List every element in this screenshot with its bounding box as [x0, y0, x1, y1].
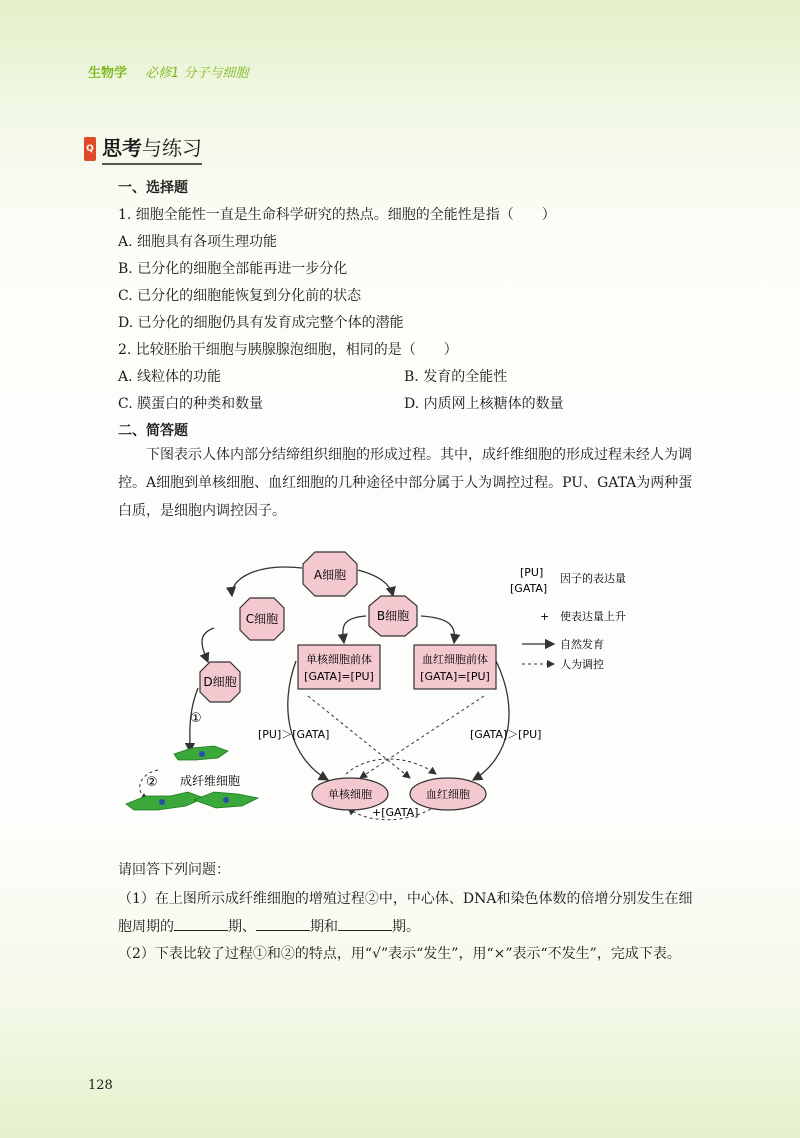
question-1-sep-3: 期。 — [392, 919, 420, 935]
cell-b-label: B细胞 — [376, 609, 410, 623]
q1-option-b: B. 已分化的细胞全部能再进一步分化 — [118, 261, 348, 277]
q2-option-c: C. 膜蛋白的种类和数量 — [118, 396, 264, 412]
step-1-marker: ① — [190, 711, 202, 726]
legend-factor-gata: [GATA] — [510, 582, 548, 595]
cell-a-label: A细胞 — [313, 568, 347, 582]
monocyte-precursor-label: 单核细胞前体 — [306, 653, 372, 666]
cell-d-label: D细胞 — [203, 675, 237, 689]
rbc-precursor-ratio: [GATA]=[PU] — [420, 670, 490, 683]
cell-differentiation-diagram — [118, 548, 658, 838]
book-subtitle: 必修1 分子与细胞 — [145, 66, 249, 81]
step-2-marker: ② — [146, 775, 158, 790]
page-number: 128 — [88, 1078, 113, 1093]
q1-option-d: D. 已分化的细胞仍具有发育成完整个体的潜能 — [118, 315, 404, 331]
legend-natural: 自然发育 — [560, 638, 604, 651]
pu-gt-gata-label: [PU]＞[GATA] — [258, 728, 330, 741]
question-1-sep-1: 期、 — [228, 919, 256, 935]
diagram-legend — [510, 566, 626, 671]
section-heading-rest: 与练习 — [142, 136, 202, 160]
legend-plus: + — [540, 610, 550, 623]
monocyte-precursor-ratio: [GATA]=[PU] — [304, 670, 374, 683]
section-heading-bold: 思考 — [102, 136, 142, 160]
q1-stem: 1. 细胞全能性一直是生命科学研究的热点。细胞的全能性是指（ ） — [118, 207, 556, 223]
answer-blank-2[interactable] — [256, 916, 310, 931]
part1-heading: 一、选择题 — [118, 180, 188, 196]
monocyte-label: 单核细胞 — [328, 788, 372, 801]
answer-blank-3[interactable] — [338, 916, 392, 931]
question-icon: Q — [84, 137, 96, 161]
section-heading — [102, 132, 202, 165]
question-2: （2）下表比较了过程①和②的特点，用“√”表示“发生”，用“×”表示“不发生”，完成下表。 — [118, 946, 681, 962]
q2-stem: 2. 比较胚胎干细胞与胰腺腺泡细胞，相同的是（ ） — [118, 342, 458, 358]
cell-c-label: C细胞 — [245, 612, 279, 626]
legend-artificial: 人为调控 — [560, 658, 604, 671]
q2-option-d: D. 内质网上核糖体的数量 — [404, 396, 564, 412]
part2-heading: 二、简答题 — [118, 423, 188, 439]
red-blood-cell-label: 血红细胞 — [426, 788, 470, 801]
plus-gata-label: +[GATA] — [372, 806, 419, 819]
questions-prompt: 请回答下列问题： — [118, 862, 230, 878]
q2-option-a: A. 线粒体的功能 — [118, 369, 222, 385]
running-header — [88, 62, 248, 81]
legend-factor-desc: 因子的表达量 — [560, 572, 626, 585]
question-1-sep-2: 期和 — [310, 919, 338, 935]
question-1 — [118, 885, 693, 941]
answer-blank-1[interactable] — [174, 916, 228, 931]
question-1-text: （1）在上图所示成纤维细胞的增殖过程②中，中心体、DNA和染色体数的倍增分别发生在细胞周期的 — [118, 891, 693, 935]
rbc-precursor-label: 血红细胞前体 — [422, 653, 488, 666]
gata-gt-pu-label: [GATA]＞[PU] — [470, 728, 542, 741]
legend-plus-desc: 使表达量上升 — [560, 610, 626, 623]
legend-factor-pu: [PU] — [520, 566, 544, 579]
fibroblast-label: 成纤维细胞 — [180, 774, 241, 788]
q1-option-a: A. 细胞具有各项生理功能 — [118, 234, 278, 250]
part2-intro: 下图表示人体内部分结缔组织细胞的形成过程。其中，成纤维细胞的形成过程未经人为调控。A细胞到单核细胞、血红细胞的几种途径中部分属于人为调控过程。PU、GATA为两种蛋白质，是细胞内调控因子。 — [118, 447, 693, 519]
section-title — [84, 132, 202, 165]
q1-option-c: C. 已分化的细胞能恢复到分化前的状态 — [118, 288, 362, 304]
book-title: 生物学 — [88, 66, 128, 81]
q2-option-b: B. 发育的全能性 — [404, 369, 508, 385]
